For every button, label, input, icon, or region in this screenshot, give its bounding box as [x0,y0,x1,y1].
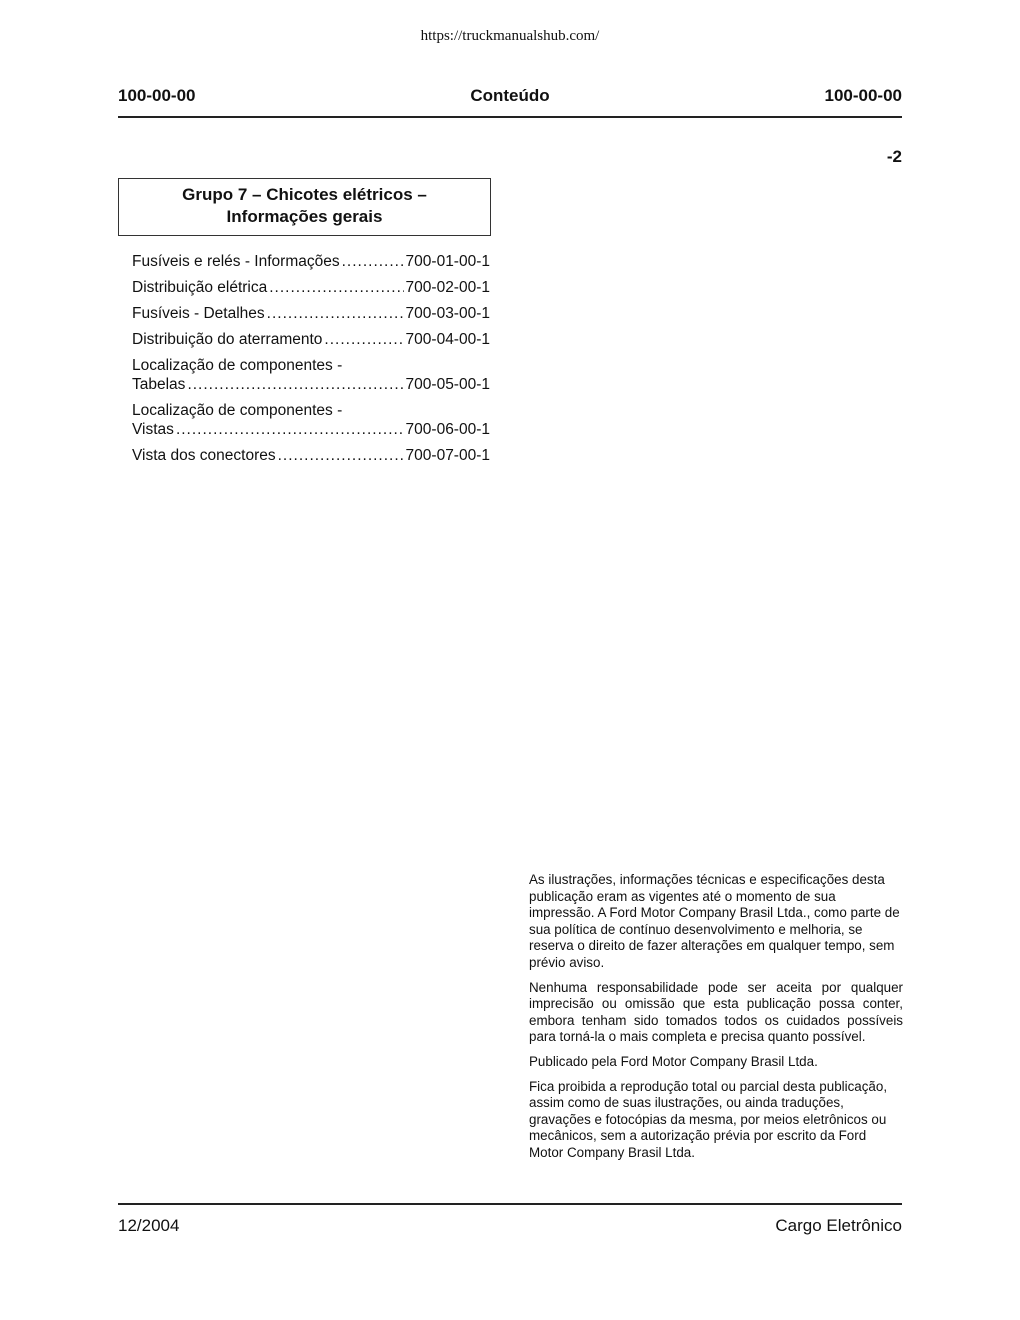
footer-date: 12/2004 [118,1216,180,1235]
group-title-box [118,178,491,236]
toc-entry[interactable] [132,304,490,323]
notice-paragraph: Publicado pela Ford Motor Company Brasil Ltda. [529,1053,818,1069]
toc-entry[interactable] [132,252,490,271]
toc-entry-title: Tabelas [132,376,186,393]
legal-notice [529,872,903,1170]
toc-entry[interactable] [132,401,490,439]
table-of-contents [132,252,490,472]
toc-entry-title: Vistas [132,421,174,438]
toc-entry-code: 700-03-00-1 [405,305,490,322]
toc-leader-dots [187,375,403,394]
toc-leader-dots [324,330,403,349]
toc-entry[interactable] [132,278,490,297]
toc-entry-title: Vista dos conectores [132,447,276,464]
toc-entry-title: Fusíveis e relés - Informações [132,253,340,270]
toc-entry-title: Distribuição do aterramento [132,331,323,348]
header-title: Conteúdo [470,86,550,105]
toc-leader-dots [267,304,404,323]
toc-entry-code: 700-07-00-1 [405,447,490,464]
source-url[interactable]: https://truckmanualshub.com/ [420,28,600,44]
toc-entry-code: 700-02-00-1 [405,279,490,296]
notice-paragraph: As ilustrações, informações técnicas e especificações desta publicação eram as vigentes até o momento de sua impressão. A Ford Motor Company Brasil Ltda., como parte de sua política de contínuo desenvolvimento e melhoria, se reserva o direito de fazer alterações em qualquer tempo, sem prévio aviso. [529,872,900,970]
toc-entry-title: Distribuição elétrica [132,279,268,296]
toc-entry-code: 700-04-00-1 [405,331,490,348]
toc-leader-dots [342,252,404,271]
page-header [118,86,902,118]
toc-entry[interactable] [132,446,490,465]
footer-title: Cargo Eletrônico [775,1216,902,1235]
notice-paragraph: Nenhuma responsabilidade pode ser aceita por qualquer imprecisão ou omissão que esta publicação possa conter, embora tenham sido tomados todos os cuidados possíveis para torná-la o mais completa e precisa quanto possível. [529,979,903,1045]
toc-entry-code: 700-05-00-1 [405,376,490,393]
header-left-code: 100-00-00 [118,86,196,105]
toc-leader-dots [278,446,404,465]
group-title-line2: Informações gerais [226,207,383,226]
header-right-code: 100-00-00 [824,86,902,105]
toc-entry-code: 700-06-00-1 [405,421,490,438]
toc-entry[interactable] [132,330,490,349]
toc-entry-title: Fusíveis - Detalhes [132,305,265,322]
page-footer [118,1203,902,1235]
toc-entry-code: 700-01-00-1 [405,253,490,270]
toc-entry-title-line1: Localização de componentes - [132,402,343,419]
notice-paragraph: Fica proibida a reprodução total ou parcial desta publicação, assim como de suas ilustrações, ou ainda traduções, gravações e fotocópias da mesma, por meios eletrônicos ou mecânicos, sem a autorização prévia por escrito da Ford Motor Company Brasil Ltda. [529,1078,888,1160]
toc-leader-dots [269,278,403,297]
toc-entry-title-line1: Localização de componentes - [132,357,343,374]
page-number: -2 [886,147,902,166]
toc-leader-dots [176,420,404,439]
toc-entry[interactable] [132,356,490,394]
group-title-line1: Grupo 7 – Chicotes elétricos – [182,185,427,204]
